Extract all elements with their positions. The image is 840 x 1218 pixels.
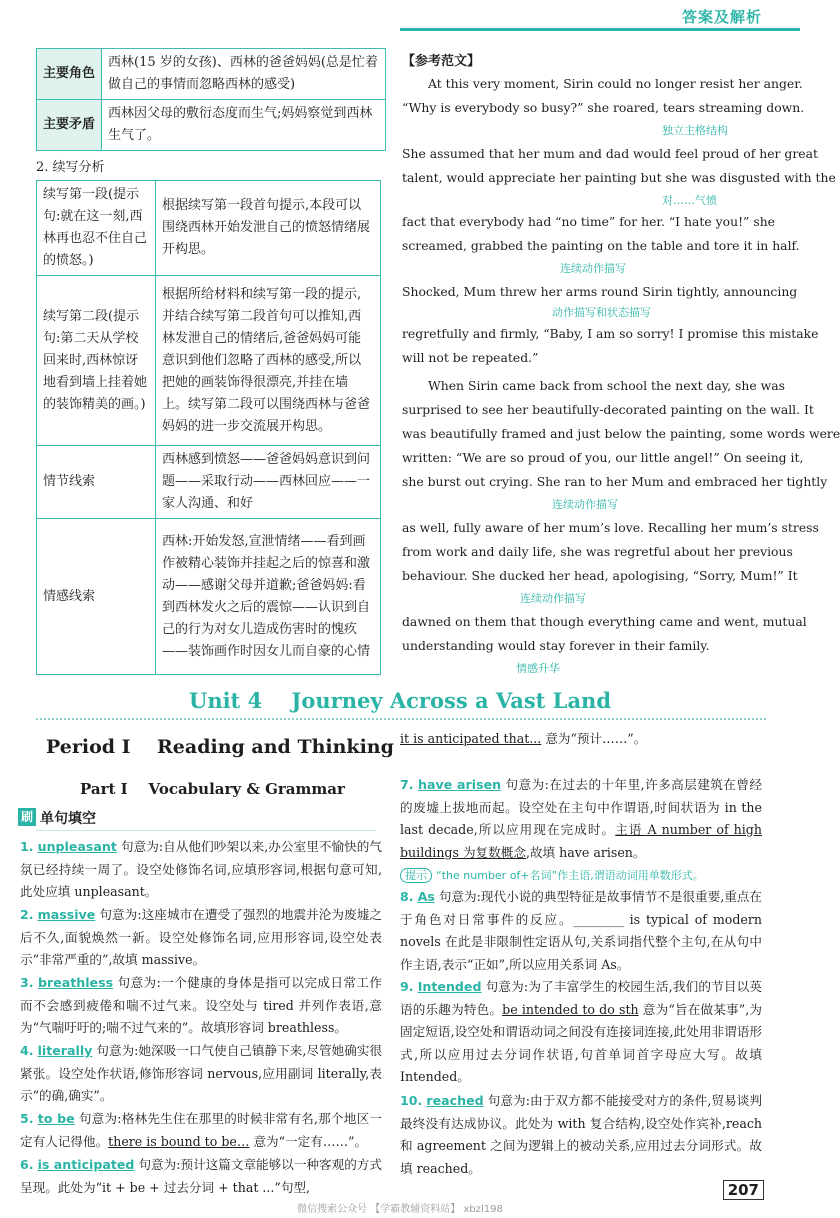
item-underlined: there is bound to be… [108, 1133, 250, 1149]
item-answer: reached [426, 1093, 484, 1108]
list-item [400, 886, 762, 976]
essay-line: She assumed that her mum and dad would feel proud of her great [402, 146, 818, 161]
annotation-note: 连续动作描写 [520, 592, 586, 605]
item-number: 5. [20, 1111, 34, 1126]
essay-line: dawned on them that though everything came and went, mutual [402, 614, 807, 629]
item-text: 句意为:在过去的十年里,许多高层建筑在曾经的废墟上拔地而起。设空处在主句中作谓语,时间状语为 in the last decade,所以应用现在完成时。 [400, 777, 762, 837]
item-number: 10. [400, 1093, 423, 1108]
analysis-table [36, 180, 381, 675]
table-row [37, 519, 381, 675]
item-text: 句意为:自从他们吵架以来,办公室里不愉快的气氛已经持续一周了。设空处修饰名词,应填形容词,根据句意可知,此处应填 unpleasant。 [20, 839, 382, 899]
essay-line: screamed, grabbed the painting on the table and tore it in half. [402, 238, 800, 253]
section-label: 单句填空 [40, 811, 96, 827]
essay-line [402, 100, 805, 115]
essay-line: will not be repeated.” [402, 350, 539, 365]
annotation-note: 动作描写和状态描写 [552, 306, 651, 319]
item-answer: is anticipated [37, 1157, 135, 1172]
table-row [37, 181, 381, 276]
item-number: 2. [20, 907, 34, 922]
row-key: 主要角色 [37, 49, 102, 100]
item-number: 1. [20, 839, 34, 854]
annotation-note: 连续动作描写 [552, 498, 618, 511]
item-underlined: it is anticipated that... [400, 731, 542, 746]
essay-line: surprised to see her beautifully-decorated painting on the wall. It [402, 402, 814, 417]
row-key: 情节线索 [37, 446, 156, 519]
brush-tag: 刷 [18, 808, 36, 826]
table-row [37, 276, 381, 446]
row-key: 续写第二段(提示句:第二天从学校回来时,西林惊讶地看到墙上挂着她的装饰精美的画。) [37, 276, 156, 446]
section-heading: 2. 续写分析 [36, 160, 105, 175]
row-value: 根据所给材料和续写第一段的提示,并结合续写第二段首句可以推知,西林发泄自己的情绪后,爸爸妈妈可能意识到他们忽略了西林的感受,所以把她的画装饰得很漂亮,并挂在墙上。续写第二段可以围绕西林与爸爸妈妈的进一步交流展开构思。 [156, 276, 381, 446]
reference-essay-label: 【参考范文】 [402, 54, 481, 69]
essay-line: Shocked, Mum threw her arms round Sirin tightly, announcing [402, 284, 798, 299]
item-answer: literally [37, 1043, 93, 1058]
item-answer: unpleasant [37, 839, 117, 854]
essay-line: she burst out crying. She ran to her Mum and embraced her tightly [402, 474, 828, 489]
item-answer: to be [37, 1111, 75, 1126]
essay-line: behaviour. She ducked her head, apologising, “Sorry, Mum!” It [402, 568, 798, 583]
item-number: 4. [20, 1043, 34, 1058]
essay-line: When Sirin came back from school the next day, she was [428, 378, 785, 393]
part-title: Part Ⅰ Vocabulary & Grammar [80, 780, 345, 798]
footer-watermark: 微信搜索公众号 【学霸教辅资料站】 xbzl198 [297, 1204, 503, 1215]
item-number: 7. [400, 777, 414, 792]
essay-line: as well, fully aware of her mum’s love. Recalling her mum’s stress [402, 520, 819, 535]
item-text: 句意为:现代小说的典型特征是故事情节不是很重要,重点在于角色对日常事件的反应。________ is typical of modern novels 在此是非限制性定语从句,关系词指代整个主句,在从句中作主语,表示“正如”,所以应用关系词 As。 [400, 889, 762, 972]
tip-text: “the number of+名词”作主语,谓语动词用单数形式。 [436, 869, 704, 882]
page-number: 207 [723, 1180, 764, 1200]
list-item [400, 1090, 762, 1180]
item-underlined: be intended to do sth [502, 1001, 639, 1017]
item-text: 句意为:为了丰富学生的校园生活,我们的节目以英语的乐趣为特色。 [400, 979, 762, 1017]
item-text: 句意为:这座城市在遭受了强烈的地震并沦为废墟之后不久,面貌焕然一新。设空处修饰名词,应用形容词,设空处表示“非常严重的”,故填 massive。 [20, 907, 382, 967]
characters-table [36, 48, 386, 151]
essay-line: At this very moment, Sirin could no longer resist her anger. [428, 76, 803, 91]
essay-line: talent, would appreciate her painting but she was disgusted with the [402, 170, 836, 185]
header-title: 答案及解析 [681, 8, 762, 26]
item-text: 句意为:预计这篇文章能够以一种客观的方式呈现。此处为“it + be + 过去分词 + that ...”句型, [20, 1157, 382, 1195]
table-row [37, 100, 386, 151]
item-text: ,故填 have arisen。 [525, 844, 646, 860]
list-item [400, 976, 762, 1089]
list-item [20, 1154, 382, 1195]
item-text: 句意为:她深吸一口气使自己镇静下来,尽管她确实很紧张。设空处作状语,修饰形容词 nervous,应用副词 literally,表示“的确,确实”。 [20, 1043, 383, 1103]
annotation-note: 对……气愤 [662, 194, 717, 207]
item-number: 8. [400, 889, 414, 904]
annotation-note: 情感升华 [516, 662, 560, 675]
divider [36, 830, 376, 831]
essay-line: understanding would stay forever in their family. [402, 638, 710, 653]
item-answer: have arisen [418, 777, 502, 792]
item-number: 6. [20, 1157, 34, 1172]
item-text: 句意为:由于双方都不能接受对方的条件,贸易谈判最终没有达成协议。此处为 with 复合结构,设空处作宾补,reach 和 agreement 之间为逻辑上的被动关系,应用过去分词形式。故填 reached。 [400, 1093, 762, 1176]
essay-line-text: “Why is everybody so busy?” she roared, tears streaming down. [402, 100, 805, 115]
table-row [37, 49, 386, 100]
item-number: 9. [400, 979, 414, 994]
unit-title: Unit 4 Journey Across a Vast Land [189, 688, 611, 713]
item-text: 意为“预计……”。 [541, 731, 647, 746]
divider [36, 718, 766, 720]
list-item [20, 1040, 382, 1108]
row-value: 西林因父母的敷衍态度而生气;妈妈察觉到西林生气了。 [102, 100, 386, 151]
list-item [400, 774, 762, 888]
table-row [37, 446, 381, 519]
period-title: Period Ⅰ Reading and Thinking [46, 736, 394, 758]
essay-line: regretfully and firmly, “Baby, I am so sorry! I promise this mistake [402, 326, 819, 341]
item-answer: Intended [417, 979, 482, 994]
item-answer: massive [37, 907, 96, 922]
row-value: 西林(15 岁的女孩)、西林的爸爸妈妈(总是忙着做自己的事情而忽略西林的感受) [102, 49, 386, 100]
item-text: 意为“旨在做某事”,为固定短语,设空处和谓语动词之间没有连接词连接,此处用非谓语形式,所以应用过去分词作状语,句首单词首字母应大写。故填 Intended。 [400, 1001, 762, 1084]
essay-line: written: “We are so proud of you, our little angel!” On seeing it, [402, 450, 804, 465]
item-answer: As [417, 889, 435, 904]
list-item [20, 836, 382, 904]
essay-line: from work and daily life, she was regretful about her previous [402, 544, 793, 559]
list-item-continued [400, 728, 762, 751]
row-value: 根据续写第一段首句提示,本段可以围绕西林开始发泄自己的愤怒情绪展开构思。 [156, 181, 381, 276]
row-value: 西林:开始发怒,宣泄情绪——看到画作被精心装饰并挂起之后的惊喜和激动——感谢父母并道歉;爸爸妈妈:看到西林发火之后的震惊——认识到自己的行为对女儿造成伤害时的愧疚——装饰画作时因女儿而自豪的心情 [156, 519, 381, 675]
essay-line: was beautifully framed and just below the painting, some words were [402, 426, 840, 441]
list-item [20, 1108, 382, 1153]
item-text: 句意为:格林先生住在那里的时候非常有名,那个地区一定有人记得他。 [20, 1111, 383, 1149]
row-key: 续写第一段(提示句:就在这一刻,西林再也忍不住自己的愤怒。) [37, 181, 156, 276]
list-item [20, 904, 382, 972]
row-value: 西林感到愤怒——爸爸妈妈意识到问题——采取行动——西林回应——一家人沟通、和好 [156, 446, 381, 519]
item-text: 句意为:一个健康的身体是指可以完成日常工作而不会感到疲倦和喘不过气来。设空处与 tired 并列作表语,意为“气喘吁吁的;喘不过气来的”。故填形容词 breathless。 [20, 975, 382, 1035]
item-answer: breathless [37, 975, 114, 990]
row-key: 主要矛盾 [37, 100, 102, 151]
row-key: 情感线索 [37, 519, 156, 675]
header-rule [400, 28, 800, 31]
tip-badge: 提示 [400, 868, 432, 883]
annotation-note: 连续动作描写 [560, 262, 626, 275]
item-number: 3. [20, 975, 34, 990]
item-underlined: 主语 A number of high buildings 为复数概念 [400, 822, 762, 860]
essay-line: fact that everybody had “no time” for her. “I hate you!” she [402, 214, 776, 229]
item-text: 意为“一定有……”。 [249, 1133, 368, 1149]
annotation-note: 独立主格结构 [662, 124, 728, 137]
list-item [20, 972, 382, 1040]
